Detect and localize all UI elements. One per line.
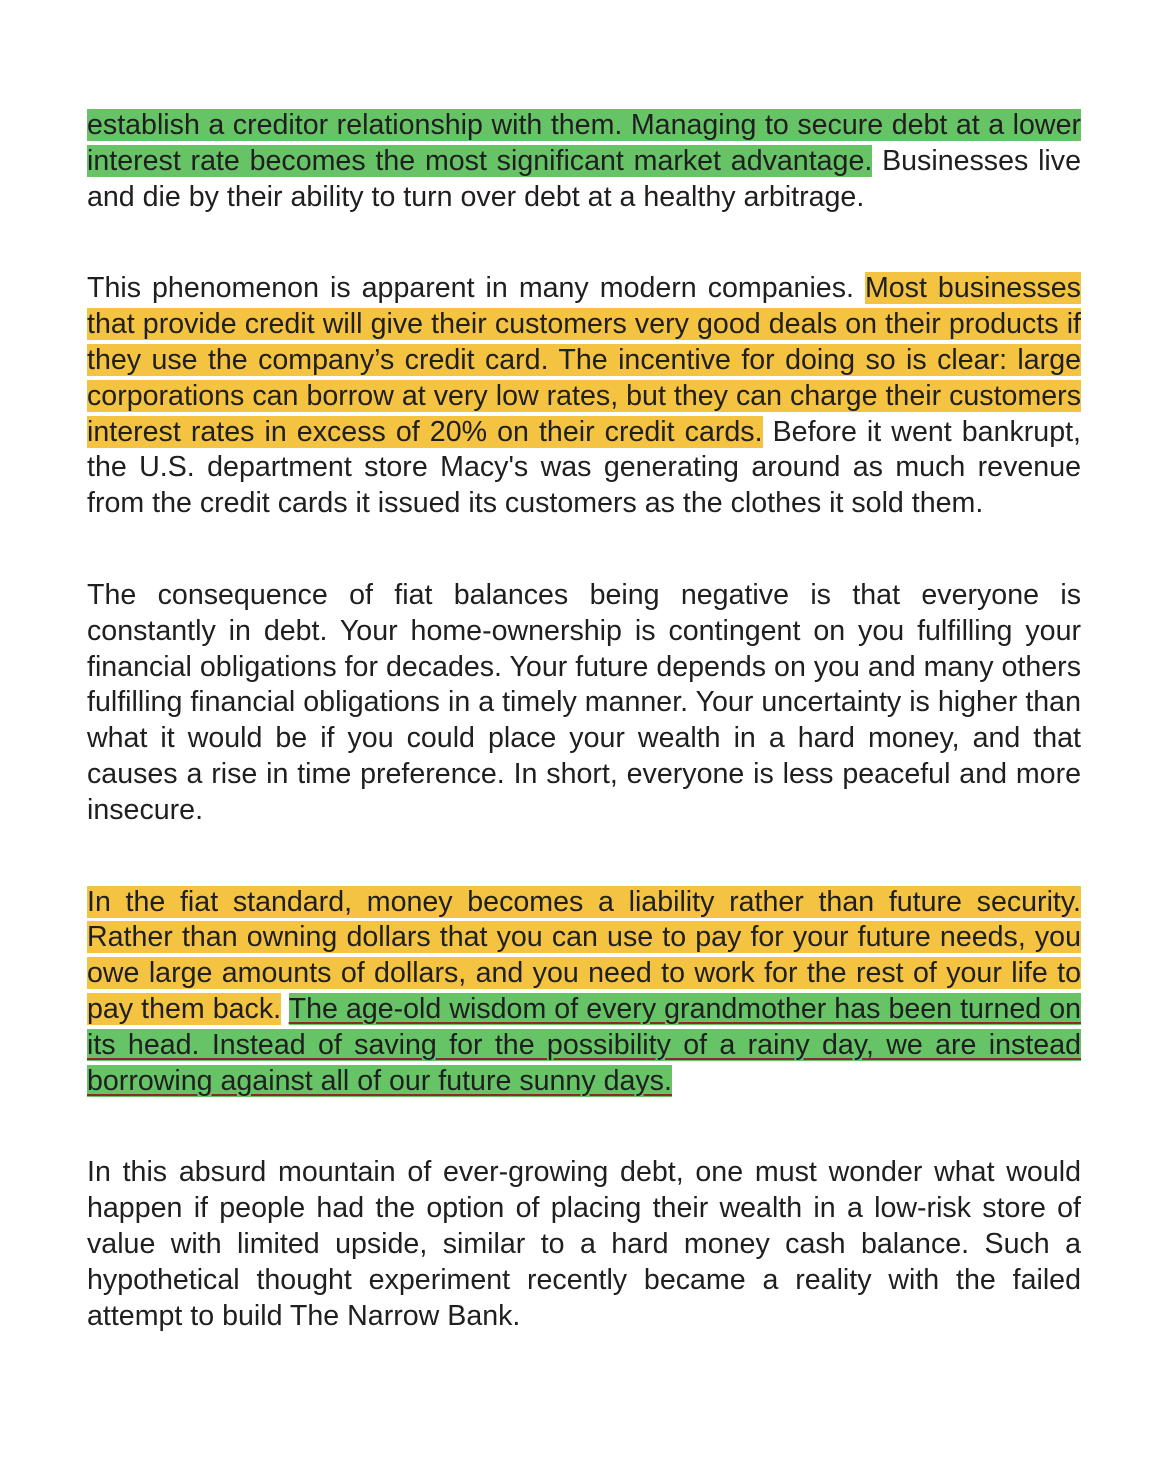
paragraph-negative-balances (87, 578, 1081, 829)
body-text: Before it went bankrupt, the U.S. department store Macy's was generating around as much revenue from the credit cards it issued its customers as the clothes it sold them. (87, 415, 1081, 520)
highlighted-text: In the fiat standard, money becomes a liability rather than future security. Rather than owning dollars that you can use to pay for your future needs, you owe large amounts of dollars, and you need to work for the rest of your life to pay them back. (87, 885, 1081, 1025)
paragraph-money-liability (87, 885, 1081, 1100)
body-text: The consequence of fiat balances being negative is that everyone is constantly in debt. Your home-ownership is contingent on you fulfilling your financial obligations for decades. Your future depends on you and many others fulfilling financial obligations in a timely manner. Your uncertainty is higher than what it would be if you could place your wealth in a hard money, and that causes a rise in time preference. In short, everyone is less peaceful and more insecure. (87, 578, 1081, 826)
body-text: Businesses live and die by their ability to turn over debt at a healthy arbitrage. (87, 144, 1081, 213)
body-text: In this absurd mountain of ever-growing debt, one must wonder what would happen if people had the option of placing their wealth in a low-risk store of value with limited upside, similar to a hard money cash balance. Such a hypothetical thought experiment recently became a reality with the failed attempt to build The Narrow Bank. (87, 1156, 1081, 1332)
paragraph-narrow-bank (87, 1155, 1081, 1334)
document-page (87, 108, 1081, 1390)
body-text (281, 993, 289, 1025)
paragraph-debt-advantage (87, 108, 1081, 215)
paragraph-credit-cards (87, 271, 1081, 522)
body-text: This phenomenon is apparent in many modern companies. (87, 272, 865, 305)
highlighted-text: establish a creditor relationship with them. Managing to secure debt at a lower interest rate becomes the most significant market advantage. (87, 109, 1081, 177)
highlighted-text: Most businesses that provide credit will give their customers very good deals on their products if they use the company’s credit card. The incentive for doing so is clear: large corporations can borrow at very low rates, but they can charge their customers interest rates in excess of 20% on their credit cards. (87, 272, 1081, 448)
highlighted-underlined-text: The age-old wisdom of every grandmother has been turned on its head. Instead of saving for the possibility of a rainy day, we are instead borrowing against all of our future sunny days. (87, 992, 1081, 1097)
